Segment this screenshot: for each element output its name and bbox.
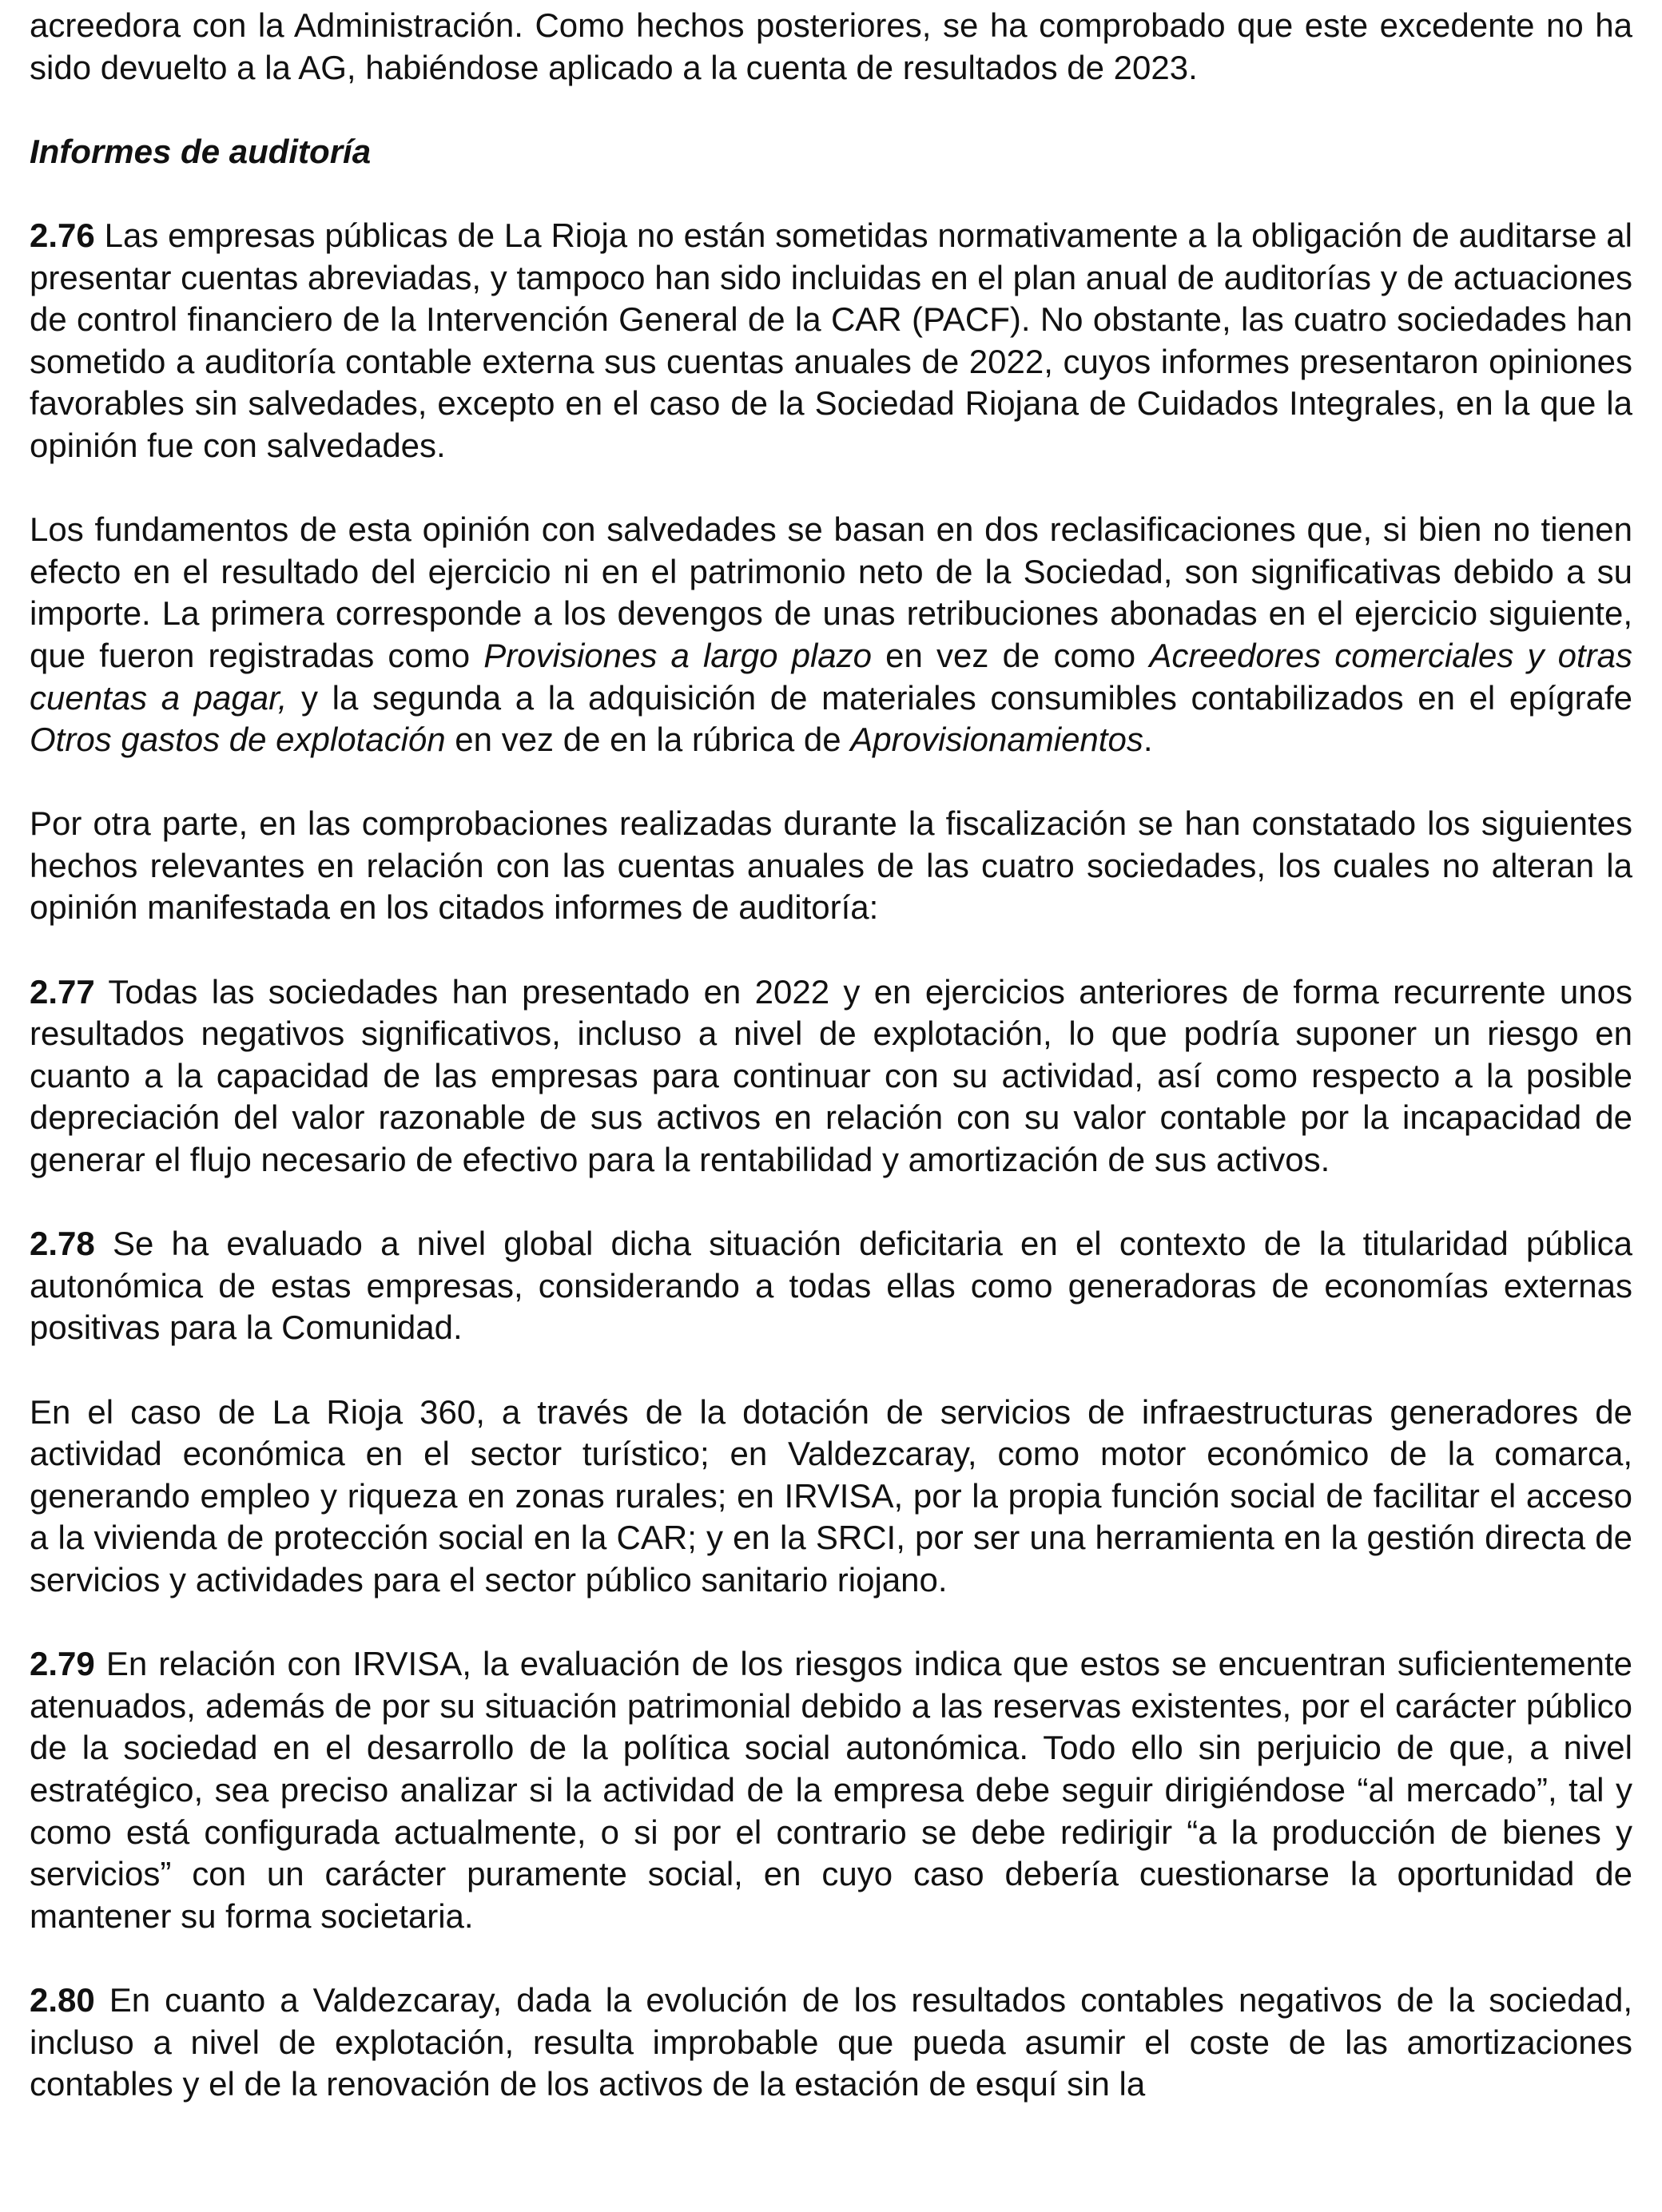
paragraph-text: en vez de en la rúbrica de [445, 721, 851, 759]
paragraph-text: y la segunda a la adquisición de materiales consumibles contabilizados en el epígrafe [287, 678, 1632, 717]
paragraph-relevant-facts [30, 803, 1632, 929]
paragraph-number: 2.79 [30, 1645, 95, 1683]
paragraph-2-77 [30, 971, 1632, 1181]
paragraph-text: Las empresas públicas de La Rioja no están sometidas normativamente a la obligación de auditarse al presentar cuentas abreviadas, y tampoco han sido incluidas en el plan anual de auditorías y de actuaciones de control financiero de la Intervención General de la CAR (PACF). No obstante, las cuatro sociedades han sometido a auditoría contable externa sus cuentas anuales de 2022, cuyos informes presentaron opiniones favorables sin salvedades, excepto en el caso de la Sociedad Riojana de Cuidados Integrales, en la que la opinión fue con salvedades. [30, 216, 1632, 464]
paragraph-text: En el caso de La Rioja 360, a través de la dotación de servicios de infraestructuras generadores de actividad económica en el sector turístico; en Valdezcaray, como motor económico de la comarca, generando empleo y riqueza en zonas rurales; en IRVISA, por la propia función social de facilitar el acceso a la vivienda de protección social en la CAR; y en la SRCI, por ser una herramienta en la gestión directa de servicios y actividades para el sector público sanitario riojano. [30, 1392, 1632, 1598]
paragraph-number: 2.80 [30, 1980, 95, 2019]
paragraph-2-79 [30, 1643, 1632, 1937]
paragraph-text: . [1143, 721, 1153, 759]
section-heading: Informes de auditoría [30, 132, 372, 170]
document-page [30, 5, 1632, 2147]
paragraph-text: En relación con IRVISA, la evaluación de los riesgos indica que estos se encuentran suficientemente atenuados, además de por su situación patrimonial debido a las reservas existentes, por el carácter público de la sociedad en el desarrollo de la política social autonómica. Todo ello sin perjuicio de que, a nivel estratégico, sea preciso analizar si la actividad de la empresa debe seguir dirigiéndose “al mercado”, tal y como está configurada actualmente, o si por el contrario se debe redirigir “a la producción de bienes y servicios” con un carácter puramente social, en cuyo caso debería cuestionarse la oportunidad de mantener su forma societaria. [30, 1645, 1632, 1935]
paragraph-text: acreedora con la Administración. Como hechos posteriores, se ha comprobado que este excedente no ha sido devuelto a la AG, habiéndose aplicado a la cuenta de resultados de 2023. [30, 6, 1632, 86]
paragraph-2-78 [30, 1223, 1632, 1349]
paragraph-text: en vez de como [872, 636, 1150, 674]
paragraph-text: Los fundamentos de esta opinión con salvedades se basan en dos reclasificaciones que, si bien no tienen efecto en el resultado del ejercicio ni en el patrimonio neto de la Sociedad, son significativas debido a su importe. La primera corresponde a los devengos de unas retribuciones abonadas en el ejercicio siguiente, que fueron registradas como [30, 510, 1632, 674]
paragraph-text: Por otra parte, en las comprobaciones realizadas durante la fiscalización se han constatado los siguientes hechos relevantes en relación con las cuentas anuales de las cuatro sociedades, los cuales no alteran la opinión manifestada en los citados informes de auditoría: [30, 804, 1632, 927]
paragraph-number: 2.76 [30, 216, 95, 254]
italic-term: Otros gastos de explotación [30, 721, 446, 759]
italic-term: Aprovisionamientos [850, 721, 1143, 759]
paragraph-2-80 [30, 1980, 1632, 2106]
italic-term: Provisiones a largo plazo [483, 636, 873, 674]
paragraph-opinion-basis [30, 509, 1632, 761]
paragraph-text: En cuanto a Valdezcaray, dada la evolución de los resultados contables negativos de la sociedad, incluso a nivel de explotación, resulta improbable que pueda asumir el coste de las amortizaciones contables y el de la renovación de los activos de la estación de esquí sin la [30, 1980, 1632, 2103]
paragraph-number: 2.78 [30, 1225, 95, 1263]
paragraph-text: Todas las sociedades han presentado en 2022 y en ejercicios anteriores de forma recurrente unos resultados negativos significativos, incluso a nivel de explotación, lo que podría suponer un riesgo en cuanto a la capacidad de las empresas para continuar con su actividad, así como respecto a la posible depreciación del valor razonable de sus activos en relación con su valor contable por la incapacidad de generar el flujo necesario de efectivo para la rentabilidad y amortización de sus activos. [30, 972, 1632, 1179]
paragraph-2-76 [30, 215, 1632, 467]
italic-term: Acreedores comerciales y otras cuentas a pagar, [30, 636, 1633, 717]
paragraph-number: 2.77 [30, 972, 95, 1011]
paragraph-text: Se ha evaluado a nivel global dicha situación deficitaria en el contexto de la titularidad pública autonómica de estas empresas, considerando a todas ellas como generadoras de economías externas positivas para la Comunidad. [30, 1225, 1632, 1347]
paragraph-la-rioja-360 [30, 1392, 1632, 1602]
paragraph-continuation [30, 5, 1632, 89]
